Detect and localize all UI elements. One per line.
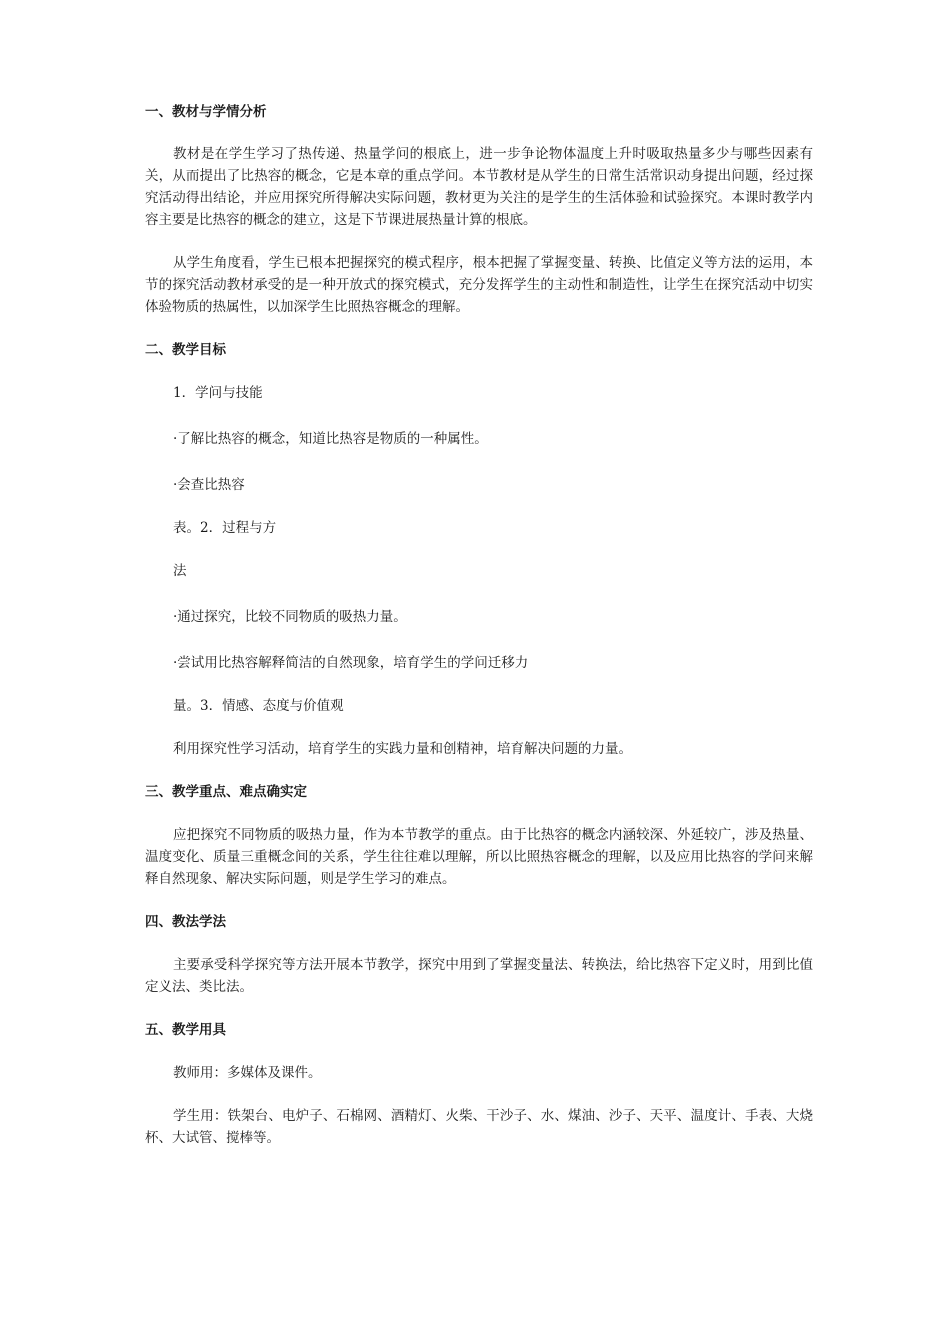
paragraph-methods: 主要承受科学探究等方法开展本节教学，探究中用到了掌握变量法、转换法，给比热容下定义时，用到比值定义法、类比法。 bbox=[145, 957, 813, 995]
section-heading-tools: 五、教学用具 bbox=[145, 1022, 226, 1038]
objective-knowledge-title: 1．学问与技能 bbox=[173, 385, 263, 401]
objective-bullet-lookup: ·会查比热容 bbox=[173, 477, 245, 493]
objective-process-title-cont: 法 bbox=[173, 563, 187, 579]
paragraph-student-tools: 学生用：铁架台、电炉子、石棉网、酒精灯、火柴、干沙子、水、煤油、沙子、天平、温度计、手表、大烧杯、大试管、搅棒等。 bbox=[145, 1108, 813, 1146]
objective-bullet-explain: ·尝试用比热容解释简洁的自然现象，培育学生的学问迁移力 bbox=[173, 655, 529, 671]
objective-process-title: 表。2．过程与方 bbox=[173, 520, 277, 536]
paragraph-students: 从学生角度看，学生已根本把握探究的模式程序，根本把握了掌握变量、转换、比值定义等方法的运用，本节的探究活动教材承受的是一种开放式的探究模式，充分发挥学生的主动性和制造性，让学生在探究活动中切实体验物质的热属性，以加深学生比照热容概念的理解。 bbox=[145, 255, 813, 315]
objective-bullet-concept: ·了解比热容的概念，知道比热容是物质的一种属性。 bbox=[173, 431, 488, 447]
section-heading-objectives: 二、教学目标 bbox=[145, 342, 226, 358]
section-heading-analysis: 一、教材与学情分析 bbox=[145, 104, 267, 120]
objective-emotion-text: 利用探究性学习活动，培育学生的实践力量和创精神，培育解决问题的力量。 bbox=[173, 741, 632, 757]
section-heading-key-points: 三、教学重点、难点确实定 bbox=[145, 784, 307, 800]
objective-bullet-explore: ·通过探究，比较不同物质的吸热力量。 bbox=[173, 609, 407, 625]
paragraph-key-points: 应把探究不同物质的吸热力量，作为本节教学的重点。由于比热容的概念内涵较深、外延较广，涉及热量、温度变化、质量三重概念间的关系，学生往往难以理解，所以比照热容概念的理解，以及应用比热容的学问来解释自然现象、解决实际问题，则是学生学习的难点。 bbox=[145, 827, 813, 887]
objective-emotion-title: 量。3．情感、态度与价值观 bbox=[173, 698, 344, 714]
paragraph-teacher-tools: 教师用：多媒体及课件。 bbox=[173, 1065, 322, 1081]
document-page bbox=[145, 101, 813, 1149]
section-heading-methods: 四、教法学法 bbox=[145, 914, 226, 930]
paragraph-textbook: 教材是在学生学习了热传递、热量学问的根底上，进一步争论物体温度上升时吸取热量多少与哪些因素有关，从而提出了比热容的概念，它是本章的重点学问。本节教材是从学生的日常生活常识动身提出问题，经过探究活动得出结论，并应用探究所得解决实际问题，教材更为关注的是学生的生活体验和试验探究。本课时教学内容主要是比热容的概念的建立，这是下节课进展热量计算的根底。 bbox=[145, 146, 813, 228]
